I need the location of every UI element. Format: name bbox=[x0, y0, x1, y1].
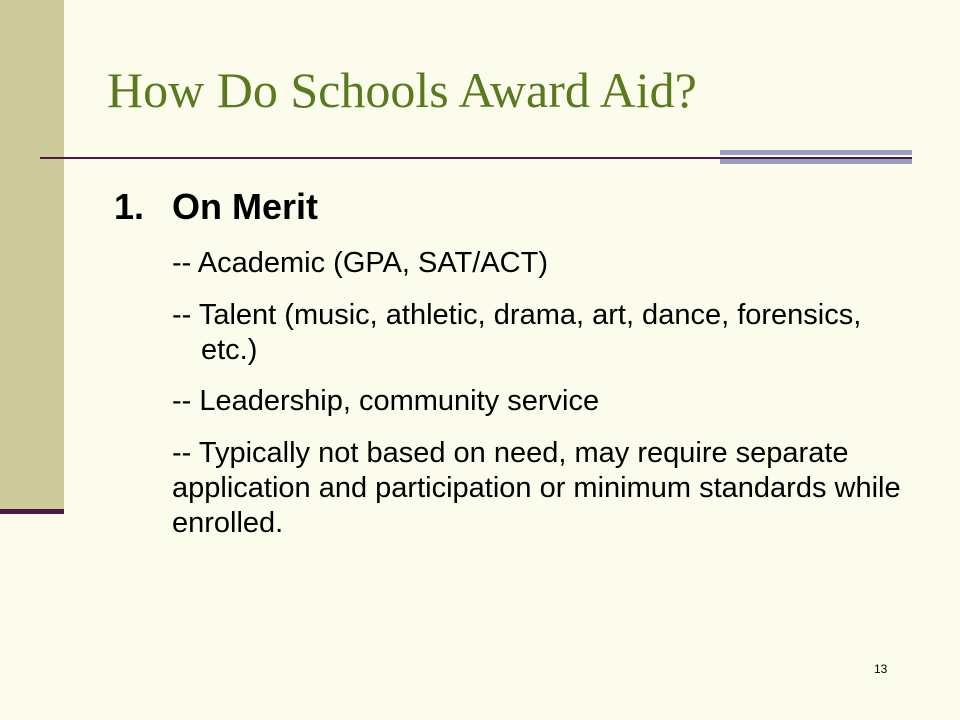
title-divider-accent-line bbox=[720, 157, 912, 159]
bullet-list bbox=[172, 246, 912, 558]
left-bar-accent-line bbox=[0, 509, 64, 514]
bullet-item-typically: -- Typically not based on need, may require separate application and participation or minimum standards while enrolled. bbox=[172, 437, 901, 539]
section-heading bbox=[114, 186, 318, 227]
bullet-item-talent: -- Talent (music, athletic, drama, art, dance, forensics, etc.) bbox=[172, 298, 862, 366]
left-decorative-bar bbox=[0, 0, 64, 510]
slide-title: How Do Schools Award Aid? bbox=[107, 62, 697, 118]
title-divider-line bbox=[40, 157, 720, 159]
bullet-item-academic: -- Academic (GPA, SAT/ACT) bbox=[172, 247, 548, 279]
page-number: 13 bbox=[874, 662, 888, 676]
bullet-item-leadership: -- Leadership, community service bbox=[172, 385, 600, 418]
section-heading-text: On Merit bbox=[172, 186, 319, 227]
section-heading-number: 1. bbox=[114, 186, 145, 227]
